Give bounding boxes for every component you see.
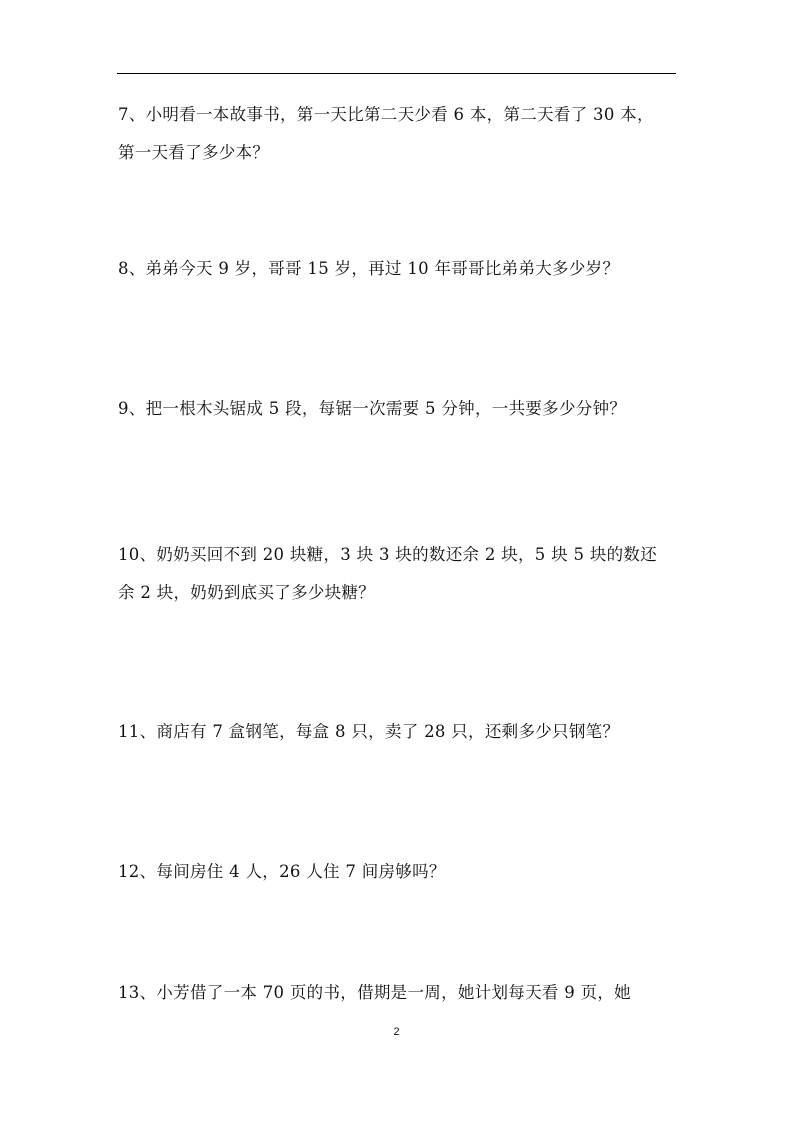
page-number: 2	[393, 1026, 400, 1038]
problem-9-line-1: 9、把一根木头锯成 5 段，每锯一次需要 5 分钟，一共要多少分钟？	[118, 399, 627, 418]
problem-11	[118, 713, 678, 751]
problem-13-line-1: 13、小芳借了一本 70 页的书，借期是一周，她计划每天看 9 页，她	[118, 983, 631, 1002]
problem-12-line-1: 12、每间房住 4 人，26 人住 7 间房够吗？	[118, 862, 446, 881]
problem-11-line-1: 11、商店有 7 盒钢笔，每盒 8 只，卖了 28 只，还剩多少只钢笔？	[118, 722, 620, 741]
problem-10-line-2: 余 2 块，奶奶到底买了多少块糖？	[118, 583, 376, 602]
header-rule	[117, 73, 676, 74]
problem-7	[118, 96, 678, 172]
problem-12	[118, 853, 678, 891]
problem-10	[118, 536, 678, 612]
problem-7-line-1: 7、小明看一本故事书，第一天比第二天少看 6 本，第二天看了 30 本，	[118, 105, 654, 124]
problem-9	[118, 390, 678, 428]
problem-7-line-2: 第一天看了多少本？	[118, 143, 270, 162]
problem-8	[118, 250, 678, 288]
problem-8-line-1: 8、弟弟今天 9 岁，哥哥 15 岁，再过 10 年哥哥比弟弟大多少岁？	[118, 259, 620, 278]
problem-13	[118, 974, 678, 1012]
problem-10-line-1: 10、奶奶买回不到 20 块糖，3 块 3 块的数还余 2 块，5 块 5 块的数还	[118, 545, 658, 564]
